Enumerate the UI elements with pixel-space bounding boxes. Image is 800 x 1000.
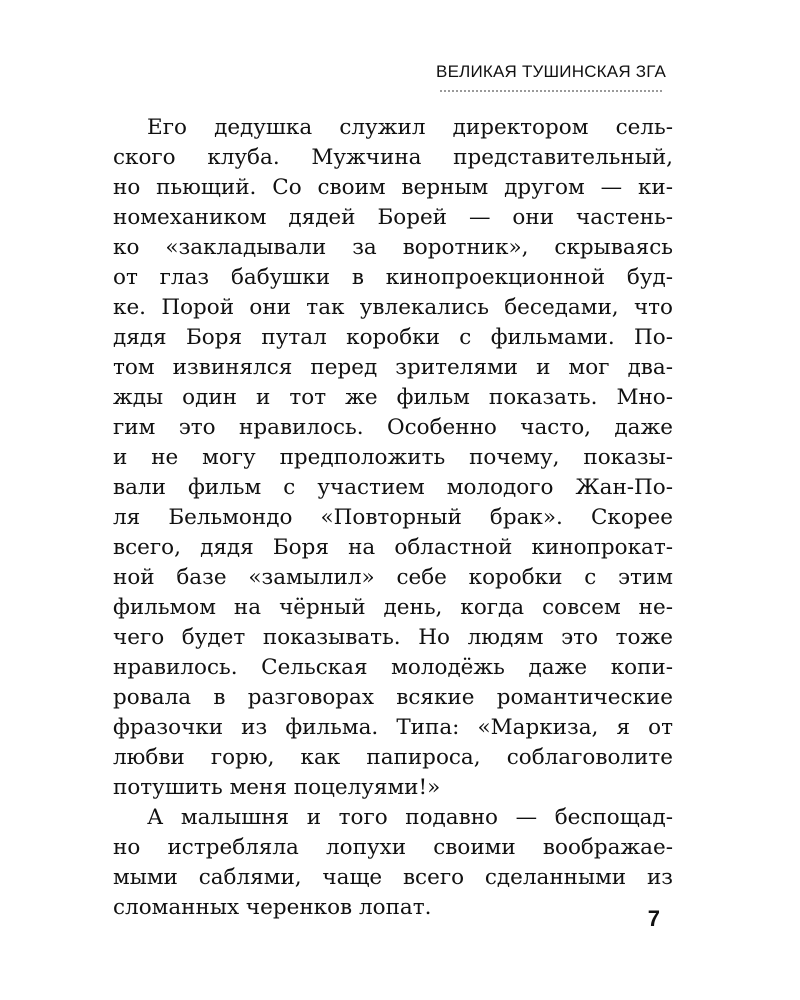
text-line: дядя Боря путал коробки с фильмами. По- [113,325,673,350]
text-line: и не могу предположить почему, показы- [113,445,673,470]
text-line: ского клуба. Мужчина представительный, [113,145,673,170]
running-head: ВЕЛИКАЯ ТУШИНСКАЯ ЗГА [436,62,666,81]
text-line: от глаз бабушки в кинопроекционной буд- [113,265,673,290]
text-line: ровала в разговорах всякие романтические [113,685,673,710]
text-line: мыми саблями, чаще всего сделанными из [113,865,673,890]
text-line: ля Бельмондо «Повторный брак». Скорее [113,505,673,530]
text-line: ной базе «замылил» себе коробки с этим [113,565,673,590]
text-line: чего будет показывать. Но людям это тоже [113,625,673,650]
text-line: потушить меня поцелуями!» [113,775,441,800]
text-line: любви горю, как папироса, соблаговолите [113,745,673,770]
text-line: нравилось. Сельская молодёжь даже копи- [113,655,673,680]
text-line: вали фильм с участием молодого Жан-По- [113,475,673,500]
text-line: но истребляла лопухи своими воображае- [113,835,673,860]
text-line: фильмом на чёрный день, когда совсем не- [113,595,673,620]
text-line: Его дедушка служил директором сель- [147,115,673,140]
text-line: номехаником дядей Борей — они частень- [113,205,673,230]
page-number: 7 [647,906,660,931]
text-line: А малышня и того подавно — беспощад- [147,805,673,830]
text-line: но пьющий. Со своим верным другом — ки- [113,175,673,200]
body-text [113,113,673,923]
header-rule [440,90,662,92]
text-line: ко «закладывали за воротник», скрываясь [113,235,673,260]
text-line: гим это нравилось. Особенно часто, даже [113,415,673,440]
text-line: том извинялся перед зрителями и мог два- [113,355,673,380]
text-line: всего, дядя Боря на областной кинопрокат- [113,535,673,560]
text-line: ке. Порой они так увлекались беседами, что [113,295,673,320]
text-line: жды один и тот же фильм показать. Мно- [113,385,673,410]
text-line: фразочки из фильма. Типа: «Маркиза, я от [113,715,673,740]
text-line: сломанных черенков лопат. [113,895,432,920]
